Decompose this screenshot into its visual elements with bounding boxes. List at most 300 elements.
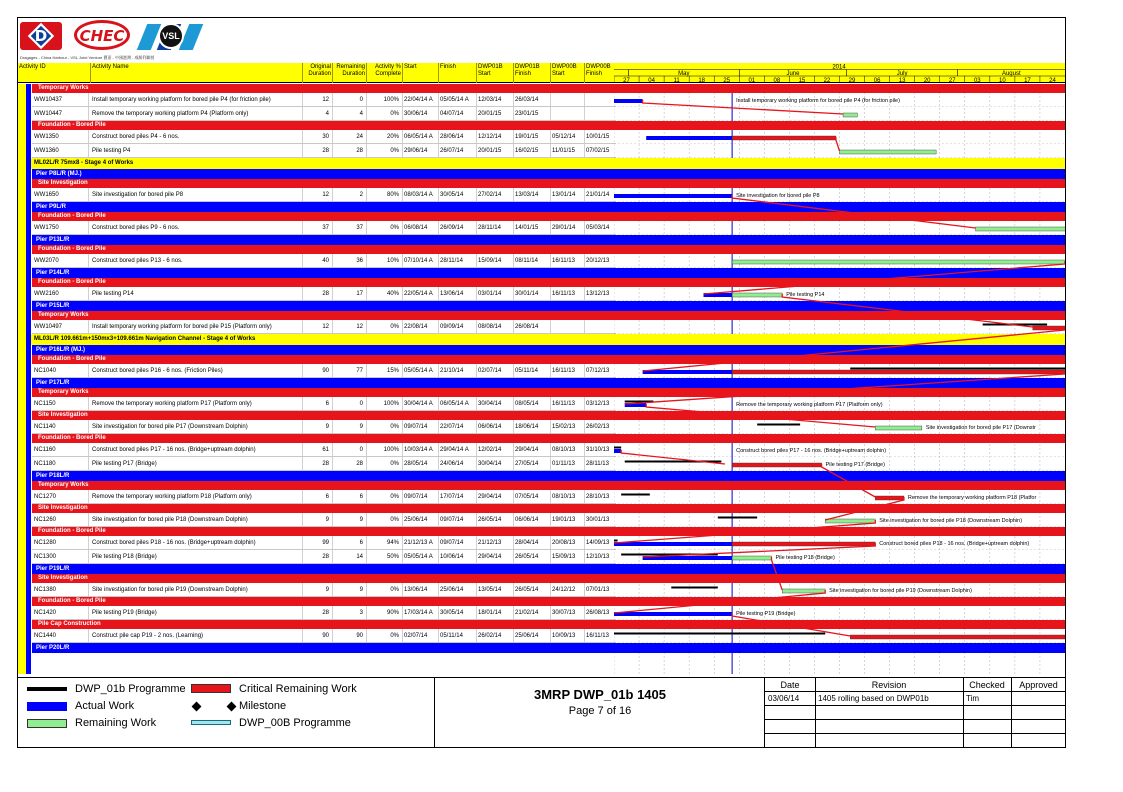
activity-name: Install temporary working platform for bored pile P4 (for friction pile) [92,96,271,103]
dwp00b-start: 08/10/13 [552,446,576,453]
percent-complete: 80% [386,191,399,198]
band-label: Pier P13L/R [36,237,70,243]
activity-row[interactable] [32,550,616,564]
original-duration: 4 [325,110,329,117]
band-label: Foundation - Bored Pile [38,435,106,441]
dwp00b-start: 29/01/14 [552,224,576,231]
original-duration: 28 [322,460,329,467]
wbs-band [32,301,616,311]
legend-swatch-dwp00b [191,720,231,725]
timescale-week: 27 [948,78,956,83]
activity-table-header [18,63,616,83]
bar-label: Site investigation for bored pile P8 [736,193,820,199]
activity-id: WW10447 [34,110,63,117]
gantt-timescale [614,63,1065,83]
actual-work-bar [614,542,732,546]
finish-date: 30/05/14 [440,191,464,198]
activity-row[interactable] [32,107,616,121]
activity-name: Site investigation for bored pile P8 [92,191,184,198]
original-duration: 40 [322,257,329,264]
dwp00b-start: 20/08/13 [552,539,576,546]
dwp01b-start: 12/03/14 [478,96,502,103]
activity-name: Pile testing P19 (Bridge) [92,609,157,616]
gantt-stage-band [614,158,1065,169]
activity-row[interactable] [32,397,616,411]
actual-work-bar [614,99,643,103]
dwp01b-start: 08/08/14 [478,323,502,330]
gantt-sub-band [614,597,1065,606]
remaining-work-bar [976,227,1065,231]
percent-complete: 100% [383,446,399,453]
remaining-duration: 17 [356,290,363,297]
activity-row[interactable] [32,583,616,597]
revision-rule [963,678,964,748]
dwp01b-finish: 26/08/14 [515,323,539,330]
original-duration: 12 [322,191,329,198]
dwp00b-finish [584,107,616,120]
actual-work-bar [614,449,621,453]
activity-name: Construct bored piles P13 - 6 nos. [92,257,183,264]
header-start[interactable]: Start [402,63,438,83]
finish-date: 22/07/14 [440,423,464,430]
dwp01b-finish: 23/01/15 [515,110,539,117]
dwp01b-start: 29/04/14 [478,553,502,560]
timescale-week: 22 [823,78,831,83]
legend [17,678,435,748]
percent-complete: 50% [386,553,399,560]
start-date: 06/08/14 [404,224,428,231]
header-finish[interactable]: Finish [438,63,476,83]
timescale-week: 29 [848,78,856,83]
activity-id: NC1270 [34,493,57,500]
legend-swatch-dwp01b [27,687,67,691]
activity-row[interactable] [32,320,616,334]
dwp00b-start: 16/11/13 [552,367,575,374]
band-label: Pier P19L/R [36,566,70,572]
band-label: ML02L/R 75mx8 - Stage 4 of Works [34,160,134,166]
sub-wbs-band [32,388,616,397]
activity-row[interactable] [32,130,616,144]
dwp01b-start: 20/01/15 [478,147,502,154]
percent-complete: 0% [390,586,399,593]
finish-date: 26/07/14 [440,147,464,154]
dwp00b-finish: 07/01/13 [586,586,610,593]
original-duration: 9 [325,516,329,523]
activity-name: Pile testing P4 [92,147,131,154]
activity-row[interactable] [32,490,616,504]
header-dwp00b-finish[interactable]: DWP00B Finish [584,63,616,83]
critical-work-bar [732,136,836,140]
finish-date: 06/05/14 A [440,400,469,407]
cell-divider [88,320,89,333]
original-duration: 12 [322,323,329,330]
wbs-band [32,471,616,481]
percent-complete: 94% [386,539,399,546]
start-date: 10/03/14 A [404,446,433,453]
outline-bar-level1 [18,84,26,674]
dwp01b-start: 15/09/14 [478,257,502,264]
band-label: Temporary Works [38,482,89,488]
gantt-wbs-band [614,643,1065,653]
remaining-duration: 37 [356,224,363,231]
sub-wbs-band [32,434,616,443]
dwp00b-finish: 07/12/13 [586,367,610,374]
dwp01b-start: 06/06/14 [478,423,502,430]
timescale-month: June [786,71,800,77]
dwp00b-finish: 31/10/13 [586,446,610,453]
activity-row[interactable] [32,536,616,550]
dwp01b-start: 02/07/14 [478,367,502,374]
dwp01b-finish: 27/05/14 [515,460,539,467]
remaining-duration: 0 [359,400,363,407]
dwp01b-finish: 25/06/14 [515,632,539,639]
remaining-duration: 0 [359,446,363,453]
activity-row[interactable] [32,93,616,107]
sub-wbs-band [32,355,616,364]
timescale-month: July [896,71,908,77]
activity-id: NC1160 [34,446,56,453]
activity-name: Construct bored piles P16 - 6 nos. (Friction Piles) [92,367,223,374]
activity-row[interactable] [32,188,616,202]
band-label: Site Investigation [38,575,88,581]
cell-divider [88,513,89,526]
band-label: Temporary Works [38,85,89,91]
start-date: 28/05/14 [404,460,428,467]
actual-work-bar [643,370,732,374]
dwp00b-finish: 05/03/14 [586,224,610,231]
dwp01b-start: 12/02/14 [478,446,502,453]
activity-id: WW2070 [34,257,59,264]
timescale-month: May [678,71,690,77]
start-date: 22/08/14 [404,323,428,330]
percent-complete: 0% [390,460,399,467]
bar-label: Remove the temporary working platform P18 (Platfor [907,495,1037,501]
original-duration: 90 [322,367,329,374]
finish-date: 30/05/14 [440,609,464,616]
dwp01b-finish: 06/06/14 [515,516,539,523]
finish-date: 04/07/14 [440,110,464,117]
dwp00b-finish: 28/10/13 [586,493,610,500]
dwp01b-baseline-bar [671,587,718,589]
gantt-wbs-band [614,471,1065,481]
activity-name: Construct bored piles P9 - 6 nos. [92,224,180,231]
timescale-week: 17 [1024,78,1031,83]
legend-swatch-remaining [27,719,67,728]
bar-label: Site investigation for bored pile P19 (Downstream Dolphin) [829,588,972,594]
dwp00b-start: 13/01/14 [552,191,576,198]
cell-divider [88,287,89,300]
legend-swatch-actual [27,702,67,711]
revision-date: 03/06/14 [768,694,800,703]
dwp01b-finish: 13/03/14 [515,191,539,198]
remaining-duration: 9 [359,423,363,430]
timescale-week: 10 [999,78,1006,83]
remaining-work-bar [732,556,771,560]
dwp01b-start: 12/12/14 [478,133,502,140]
band-label: Site Investigation [38,412,88,418]
activity-row[interactable] [32,364,616,378]
sub-wbs-band [32,311,616,320]
activity-id: WW2160 [34,290,59,297]
dwp01b-finish: 07/05/14 [515,493,539,500]
activity-name: Construct bored piles P18 - 16 nos. (Bridge+uptream dolphin) [92,539,256,546]
band-label: Pier P16L/R (MJ.) [36,347,86,353]
wbs-band [32,268,616,278]
gantt-wbs-band [614,378,1065,388]
dwp00b-finish: 26/08/13 [586,609,610,616]
remaining-work-bar [782,589,825,593]
gantt-sub-band [614,311,1065,320]
header-activity-name[interactable]: Activity Name [90,63,302,83]
cell-divider [88,144,89,157]
percent-complete: 0% [390,323,399,330]
header-dwp01b-finish[interactable]: DWP01B Finish [513,63,550,83]
timescale-week: 01 [748,78,756,83]
dwp00b-start: 19/01/13 [552,516,576,523]
dwp01b-start: 30/04/14 [478,400,502,407]
finish-date: 24/06/14 [440,460,464,467]
sub-wbs-band [32,84,616,93]
finish-date: 09/07/14 [440,539,464,546]
dwp01b-baseline-bar [614,540,618,542]
timescale-week: 13 [898,78,906,83]
cell-divider [88,221,89,234]
activity-row[interactable] [32,443,616,457]
percent-complete: 0% [390,632,399,639]
critical-work-bar [732,542,875,546]
sub-wbs-band [32,527,616,536]
timescale-week: 08 [773,78,781,83]
activity-id: NC1150 [34,400,56,407]
band-label: Pier P8L/R (MJ.) [36,171,82,177]
activity-row[interactable] [32,254,616,268]
chec-logo-text: CHEC [79,27,125,45]
sub-wbs-band [32,212,616,221]
activity-name: Remove the temporary working platform P4 (Platform only) [92,110,249,117]
remaining-duration: 36 [356,257,363,264]
timescale-week: 06 [873,78,881,83]
band-label: Foundation - Bored Pile [38,246,106,252]
vsl-logo [140,22,208,50]
remaining-duration: 77 [356,367,363,374]
activity-row[interactable] [32,420,616,434]
actual-work-bar [614,194,732,198]
remaining-work-bar [843,113,857,117]
dwp00b-start: 16/11/13 [552,290,575,297]
percent-complete: 0% [390,423,399,430]
sub-wbs-band [32,245,616,254]
gantt-wbs-band [614,301,1065,311]
activity-id: NC1380 [34,586,57,593]
dwp00b-start: 11/01/15 [552,147,575,154]
dwp01b-baseline-bar [614,633,825,635]
bar-label: Pile testing P18 (Bridge) [775,555,835,561]
wbs-band [32,202,616,212]
remaining-work-bar [825,519,875,523]
band-label: Pile Cap Construction [38,621,101,627]
activity-row[interactable] [32,513,616,527]
activity-name: Construct bored piles P17 - 16 nos. (Bridge+uptream dolphin) [92,446,256,453]
sub-wbs-band [32,597,616,606]
activity-name: Site investigation for bored pile P17 (Downstream Dolphin) [92,423,248,430]
original-duration: 28 [322,147,329,154]
dwp01b-start: 29/04/14 [478,493,502,500]
header-activity-id[interactable]: Activity ID [19,64,46,70]
title-block [435,678,765,748]
bar-label: Install temporary working platform for bored pile P4 (for friction pile) [736,98,900,104]
vsl-logo-text: VSL [158,23,184,49]
cell-divider [88,188,89,201]
dwp01b-baseline-bar [757,424,800,426]
remaining-duration: 28 [356,147,363,154]
chec-logo [74,20,130,50]
timescale-week: 04 [648,78,655,83]
dwp00b-finish: 21/01/14 [586,191,610,198]
activity-row[interactable] [32,629,616,643]
dwp00b-finish: 13/12/13 [586,290,610,297]
critical-work-bar [1033,326,1065,330]
wbs-band [32,345,616,355]
activity-id: WW1750 [34,224,59,231]
activity-id: NC1440 [34,632,57,639]
revision-text: 1405 rolling based on DWP01b [818,694,929,703]
revision-header-date: Date [780,680,800,690]
header-dwp00b-start[interactable]: DWP00B Start [550,63,584,83]
cell-divider [88,130,89,143]
dwp01b-baseline-bar [614,447,621,449]
wbs-band [32,643,616,653]
dwp00b-start [550,320,584,333]
dwp01b-finish: 14/01/15 [515,224,539,231]
dwp00b-start: 10/09/13 [552,632,576,639]
timescale-week: 03 [973,78,981,83]
header-dwp01b-start[interactable]: DWP01B Start [476,63,513,83]
bar-label: Pile testing P17 (Bridge) [825,462,885,468]
revision-rule [765,733,1066,734]
percent-complete: 20% [386,133,399,140]
cell-divider [88,583,89,596]
dwp01b-start: 03/01/14 [478,290,502,297]
original-duration: 6 [325,493,329,500]
activity-row[interactable] [32,606,616,620]
bar-label: Construct bored piles P17 - 16 nos. (Bridge+uptream dolphin) [736,448,887,454]
gantt-sub-band [614,212,1065,221]
revision-rule [765,691,1066,692]
start-date: 05/05/14 A [404,553,433,560]
timescale-week: 11 [673,78,680,83]
dwp01b-baseline-bar [718,517,757,519]
finish-date: 26/09/14 [440,224,464,231]
revision-rule [765,719,1066,720]
activity-name: Construct pile cap P19 - 2 nos. (Learning) [92,632,204,639]
dwp01b-finish: 16/02/15 [515,147,539,154]
dragages-logo [20,22,62,50]
actual-work-bar [614,612,732,616]
cell-divider [88,364,89,377]
start-date: 05/05/14 A [404,367,433,374]
activity-id: WW10497 [34,323,63,330]
activity-row[interactable] [32,221,616,235]
timescale-week: 18 [698,78,706,83]
activity-id: NC1300 [34,553,57,560]
activity-id: WW1650 [34,191,59,198]
percent-complete: 100% [383,96,399,103]
dwp01b-baseline-bar [850,368,1065,370]
dwp00b-start [550,93,584,106]
cell-divider [88,550,89,563]
header-remaining-duration[interactable]: Remaining Duration [332,63,366,83]
revision-rule [1011,678,1012,748]
timescale-week: 24 [1049,78,1056,83]
band-label: Site Investigation [38,180,88,186]
percent-complete: 0% [390,493,399,500]
timescale-week: 27 [623,78,630,83]
remaining-duration: 6 [359,493,363,500]
wbs-band [32,564,616,574]
legend-label-milestone: Milestone [239,700,287,712]
activity-row[interactable] [32,144,616,158]
bar-label: Site investigation for bored pile P18 (Downstream Dolphin) [879,518,1023,524]
activity-row[interactable] [32,457,616,471]
dwp01b-finish: 26/05/14 [515,586,539,593]
header-original-duration[interactable]: Original Duration [302,63,332,83]
milestone-diamond-icon [227,702,237,712]
dwp01b-start: 26/02/14 [478,632,502,639]
gantt-sub-band [614,481,1065,490]
dwp01b-start: 21/12/13 [478,539,502,546]
activity-name: Pile testing P14 [92,290,134,297]
outline-bar-level2 [26,84,31,674]
gantt-wbs-band [614,235,1065,245]
page-number: Page 7 of 16 [568,705,632,717]
band-label: Pier P20L/R [36,645,70,651]
timescale-week: 20 [923,78,931,83]
finish-date: 09/07/14 [440,516,464,523]
activity-id: WW10437 [34,96,63,103]
remaining-duration: 4 [359,110,363,117]
dwp00b-finish [584,93,616,106]
dwp01b-finish: 19/01/15 [515,133,539,140]
gantt-chart [614,84,1065,674]
finish-date: 10/06/14 [440,553,464,560]
activity-id: WW1350 [34,133,59,140]
dwp00b-finish: 12/10/13 [586,553,610,560]
dwp00b-finish [584,320,616,333]
finish-date: 13/06/14 [440,290,464,297]
start-date: 22/04/14 A [404,96,433,103]
activity-row[interactable] [32,287,616,301]
dwp01b-finish: 26/03/14 [515,96,539,103]
activity-name: Site investigation for bored pile P18 (Downstream Dolphin) [92,516,248,523]
bar-label: Pile testing P14 [786,292,825,298]
timescale-week: 25 [723,78,731,83]
start-date: 06/05/14 A [404,133,433,140]
gantt-wbs-band [614,202,1065,212]
dwp00b-start: 16/11/13 [552,400,575,407]
stage-band [31,158,616,169]
original-duration: 28 [322,609,329,616]
dwp00b-finish: 14/09/13 [586,539,610,546]
cell-divider [88,397,89,410]
bar-label: Site investigation for bored pile P17 (Downstr [925,425,1036,431]
sub-wbs-band [32,504,616,513]
remaining-duration: 9 [359,586,363,593]
header-percent-complete[interactable]: Activity % Complete [366,63,402,83]
activity-id: NC1180 [34,460,56,467]
remaining-duration: 3 [359,609,363,616]
gantt-sub-band [614,84,1065,93]
gantt-wbs-band [614,564,1065,574]
